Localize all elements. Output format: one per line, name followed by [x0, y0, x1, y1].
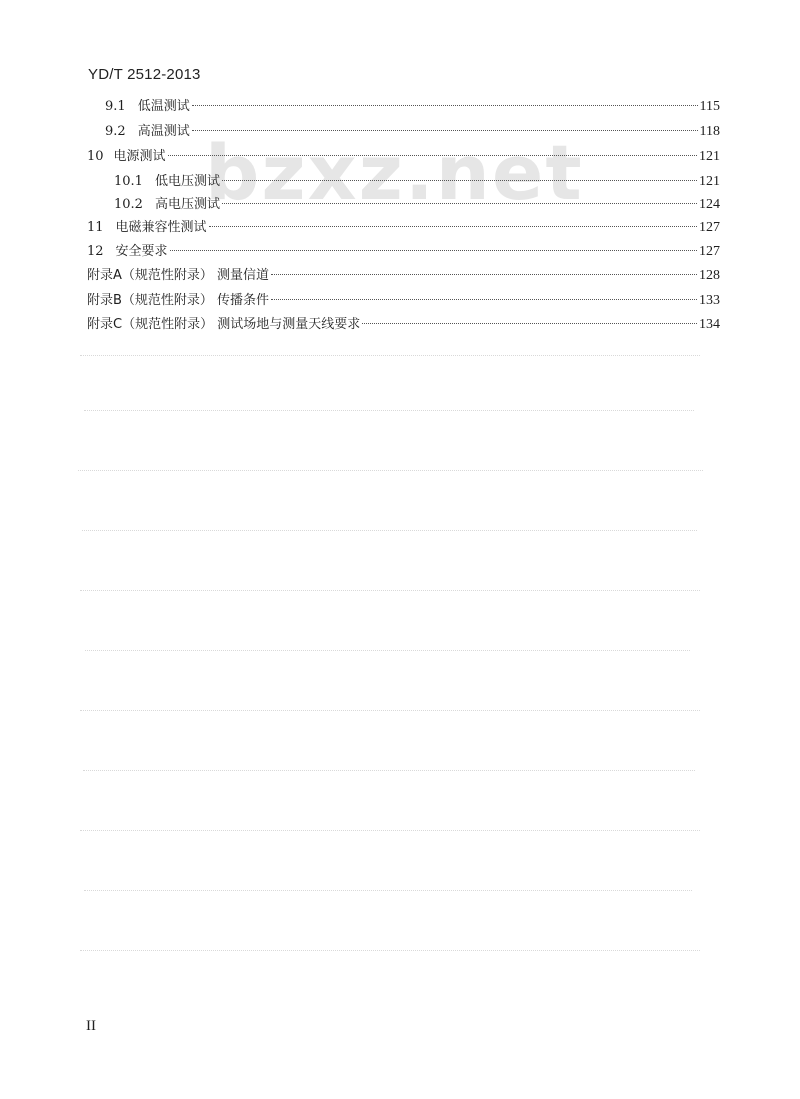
scan-noise-line — [82, 530, 697, 532]
toc-entry-page: 127 — [699, 220, 720, 235]
scan-noise-line — [78, 470, 703, 472]
toc-leader-dots — [222, 203, 697, 204]
toc-leader-dots — [271, 274, 697, 275]
toc-entry-10[interactable] — [87, 147, 720, 167]
toc-entry-title: 低电压测试 — [154, 174, 220, 189]
toc-entry-title: 电源测试 — [113, 149, 166, 164]
toc-entry-title: 高温测试 — [137, 124, 190, 139]
toc-entry-title: 高电压测试 — [154, 197, 220, 212]
toc-entry-appendix-b[interactable] — [87, 291, 720, 311]
toc-entry-title: 电磁兼容性测试 — [115, 220, 207, 235]
toc-entry-number: 附录B — [87, 293, 122, 308]
toc-entry-page: 121 — [699, 149, 720, 164]
toc-entry-page: 133 — [699, 293, 720, 308]
scan-noise-line — [80, 355, 700, 357]
toc-entry-title: （规范性附录） 测量信道 — [121, 268, 270, 283]
toc-leader-dots — [271, 299, 697, 300]
scan-noise-line — [83, 770, 695, 772]
toc-entry-appendix-c[interactable] — [87, 315, 720, 335]
toc-leader-dots — [192, 105, 698, 106]
toc-leader-dots — [168, 155, 697, 156]
toc-entry-12[interactable] — [87, 242, 720, 262]
toc-leader-dots — [222, 180, 697, 181]
toc-entry-9-2[interactable] — [105, 122, 720, 142]
toc-leader-dots — [170, 250, 697, 251]
toc-entry-appendix-a[interactable] — [87, 266, 720, 286]
toc-leader-dots — [192, 130, 698, 131]
scan-noise-line — [84, 890, 692, 892]
toc-entry-number: 11 — [87, 220, 104, 235]
toc-entry-number: 附录C — [87, 317, 123, 332]
toc-entry-number: 9.1 — [105, 99, 126, 114]
scan-noise-line — [80, 710, 700, 712]
watermark: bzxz.net — [205, 128, 584, 217]
toc-entry-title: （规范性附录） 测试场地与测量天线要求 — [122, 317, 361, 332]
scan-noise-line — [80, 590, 700, 592]
toc-entry-page: 134 — [699, 317, 720, 332]
toc-entry-number: 10 — [87, 149, 104, 164]
toc-entry-10-2[interactable] — [114, 195, 720, 215]
toc-entry-page: 124 — [699, 197, 720, 212]
page-number: II — [86, 1018, 96, 1034]
toc-entry-9-1[interactable] — [105, 97, 720, 117]
toc-entry-title: 低温测试 — [137, 99, 190, 114]
scan-noise-line — [84, 410, 694, 412]
toc-leader-dots — [209, 226, 697, 227]
toc-entry-page: 121 — [699, 174, 720, 189]
toc-entry-number: 10.2 — [114, 197, 143, 212]
document-code: YD/T 2512-2013 — [88, 66, 201, 83]
toc-leader-dots — [362, 323, 697, 324]
toc-entry-page: 127 — [699, 244, 720, 259]
toc-entry-number: 附录A — [87, 268, 122, 283]
scan-noise-line — [85, 650, 690, 652]
toc-entry-10-1[interactable] — [114, 172, 720, 192]
toc-entry-number: 10.1 — [114, 174, 143, 189]
toc-entry-title: 安全要求 — [115, 244, 168, 259]
scan-noise-line — [80, 830, 700, 832]
toc-entry-page: 115 — [699, 99, 720, 114]
toc-entry-page: 118 — [699, 124, 720, 139]
scan-noise-line — [80, 950, 700, 952]
toc-entry-11[interactable] — [87, 218, 720, 238]
toc-entry-title: （规范性附录） 传播条件 — [121, 293, 270, 308]
toc-entry-number: 12 — [87, 244, 104, 259]
toc-entry-page: 128 — [699, 268, 720, 283]
toc-entry-number: 9.2 — [105, 124, 126, 139]
